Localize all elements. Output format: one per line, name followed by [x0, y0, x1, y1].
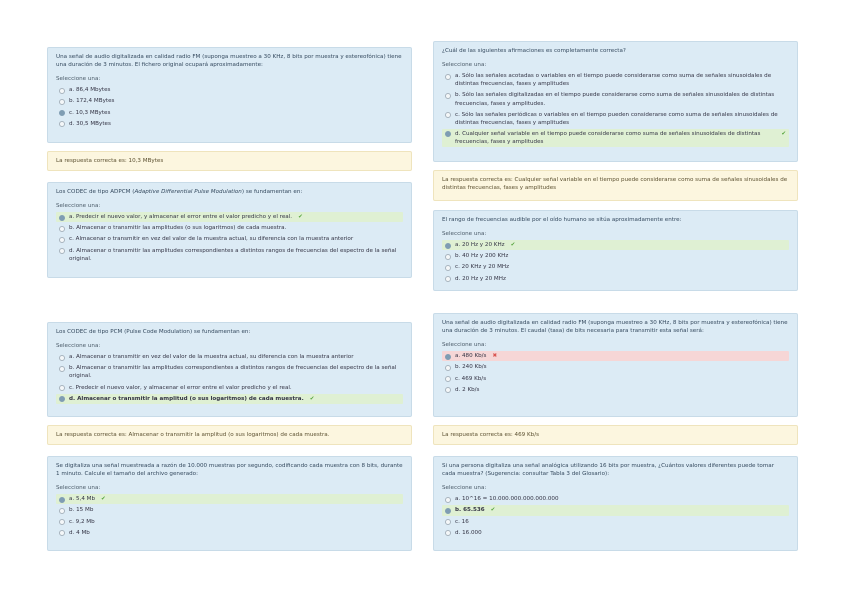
- radio-icon[interactable]: [445, 265, 451, 271]
- radio-icon[interactable]: [445, 519, 451, 525]
- answer-option[interactable]: c. 469 Kb/s: [442, 374, 789, 384]
- radio-icon[interactable]: [445, 93, 451, 99]
- radio-icon[interactable]: [445, 387, 451, 393]
- select-label: Seleccione una:: [442, 62, 487, 69]
- answer-option[interactable]: a. 5,4 Mb ✔: [56, 494, 403, 504]
- radio-icon[interactable]: [445, 131, 451, 137]
- radio-icon[interactable]: [445, 376, 451, 382]
- feedback-text: La respuesta correcta es: 469 Kb/s: [442, 432, 539, 438]
- radio-icon[interactable]: [445, 365, 451, 371]
- answer-option[interactable]: a. Almacenar o transmitir en vez del valor de la muestra actual, su diferencia con la muestra anterior: [56, 352, 403, 362]
- check-icon: ✔: [309, 395, 315, 402]
- radio-icon[interactable]: [59, 519, 65, 525]
- answer-option[interactable]: b. 172,4 MBytes: [56, 96, 403, 106]
- answer-option[interactable]: a. 480 Kb/s ✖: [442, 351, 789, 361]
- answer-option[interactable]: c. Almacenar o transmitir en vez del valor de la muestra actual, su diferencia con la muestra anterior: [56, 234, 403, 244]
- radio-icon[interactable]: [59, 121, 65, 127]
- question-card-6: [433, 210, 798, 291]
- feedback-text: La respuesta correcta es: Cualquier señal variable en el tiempo puede considerarse como suma de señales sinusoidales de distintas frecuencias, fases y amplitudes: [442, 177, 788, 192]
- question-text: Una señal de audio digitalizada en calidad radio FM (suponga muestreo a 30 KHz, 8 bits por muestra y estereofónica) tiene una duración de 3 minutos. El caudal (tasa) de bits necesaria para transmitir esta señal será:: [442, 320, 788, 335]
- question-card-7: [433, 313, 798, 417]
- select-label: Seleccione una:: [56, 76, 101, 83]
- answer-option[interactable]: a. 86,4 Mbytes: [56, 85, 403, 95]
- answer-option[interactable]: a. 10^16 = 10.000.000.000.000.000: [442, 494, 789, 504]
- radio-icon[interactable]: [59, 396, 65, 402]
- answer-option[interactable]: d. 2 Kb/s: [442, 385, 789, 395]
- question-card-5: [433, 41, 798, 162]
- check-icon: ✔: [490, 507, 496, 514]
- cross-icon: ✖: [492, 353, 498, 360]
- radio-icon[interactable]: [445, 254, 451, 260]
- answer-option[interactable]: d. Almacenar o transmitir la amplitud (o sus logaritmos) de cada muestra. ✔: [56, 394, 403, 404]
- answer-option[interactable]: c. 10,3 MBytes: [56, 108, 403, 118]
- answer-option[interactable]: c. 9,2 Mb: [56, 517, 403, 527]
- answer-option[interactable]: c. Sólo las señales periódicas o variables en el tiempo pueden considerarse como suma de señales sinusoidales de distintas frecuencias, fases y amplitudes: [442, 110, 789, 128]
- radio-icon[interactable]: [59, 385, 65, 391]
- answer-option[interactable]: d. 16.000: [442, 528, 789, 538]
- select-label: Seleccione una:: [56, 343, 101, 350]
- answer-option[interactable]: b. 40 Hz y 200 KHz: [442, 251, 789, 261]
- radio-icon[interactable]: [59, 110, 65, 116]
- radio-icon[interactable]: [59, 530, 65, 536]
- answer-option[interactable]: c. 16: [442, 517, 789, 527]
- select-label: Seleccione una:: [442, 231, 487, 238]
- answer-option[interactable]: d. Almacenar o transmitir las amplitudes correspondientes a distintos rangos de frecuencias del espectro de la señal original.: [56, 246, 403, 264]
- answer-option[interactable]: b. 65.536 ✔: [442, 505, 789, 515]
- answer-option[interactable]: d. 4 Mb: [56, 528, 403, 538]
- answer-option[interactable]: a. Predecir el nuevo valor, y almacenar el error entre el valor predicho y el real. ✔: [56, 212, 403, 222]
- radio-icon[interactable]: [59, 508, 65, 514]
- answer-option[interactable]: b. 15 Mb: [56, 505, 403, 515]
- select-label: Seleccione una:: [56, 485, 101, 492]
- radio-icon[interactable]: [59, 226, 65, 232]
- question-card-8: [433, 456, 798, 551]
- radio-icon[interactable]: [59, 99, 65, 105]
- radio-icon[interactable]: [445, 497, 451, 503]
- answer-option[interactable]: c. Predecir el nuevo valor, y almacenar el error entre el valor predicho y el real.: [56, 383, 403, 393]
- answer-option[interactable]: b. Almacenar o transmitir las amplitudes correspondientes a distintos rangos de frecuencias del espectro de la señal original.: [56, 363, 403, 381]
- radio-icon[interactable]: [59, 366, 65, 372]
- check-icon: ✔: [781, 130, 786, 137]
- radio-icon[interactable]: [59, 237, 65, 243]
- radio-icon[interactable]: [59, 88, 65, 94]
- answer-option[interactable]: b. 240 Kb/s: [442, 362, 789, 372]
- radio-icon[interactable]: [59, 497, 65, 503]
- radio-icon[interactable]: [445, 243, 451, 249]
- question-text: Una señal de audio digitalizada en calidad radio FM (suponga muestreo a 30 KHz, 8 bits por muestra y estereofónica) tiene una duración de 3 minutos. El fichero original ocupará aproximadamente:: [56, 54, 402, 69]
- select-label: Seleccione una:: [56, 203, 101, 210]
- question-card-1: [47, 47, 412, 143]
- radio-icon[interactable]: [59, 215, 65, 221]
- feedback-text: La respuesta correcta es: Almacenar o transmitir la amplitud (o sus logaritmos) de cada muestra.: [56, 432, 330, 438]
- question-text: Si una persona digitaliza una señal analógica utilizando 16 bits por muestra, ¿Cuántos valores diferentes puede tomar cada muestra? (Sugerencia: consultar Tabla 3 del Glosario):: [442, 463, 775, 478]
- radio-icon[interactable]: [445, 530, 451, 536]
- question-text: ¿Cuál de las siguientes afirmaciones es completamente correcta?: [442, 48, 626, 54]
- question-text: El rango de frecuencias audible por el oído humano se sitúa aproximadamente entre:: [442, 217, 682, 223]
- question-card-4: [47, 456, 412, 551]
- answer-option[interactable]: d. 30,5 MBytes: [56, 119, 403, 129]
- select-label: Seleccione una:: [442, 342, 487, 349]
- select-label: Seleccione una:: [442, 485, 487, 492]
- radio-icon[interactable]: [59, 355, 65, 361]
- radio-icon[interactable]: [445, 112, 451, 118]
- feedback-box-3: [47, 425, 412, 445]
- answer-option[interactable]: a. 20 Hz y 20 KHz ✔: [442, 240, 789, 250]
- check-icon: ✔: [298, 214, 303, 221]
- radio-icon[interactable]: [445, 74, 451, 80]
- check-icon: ✔: [510, 242, 516, 249]
- radio-icon[interactable]: [445, 354, 451, 360]
- radio-icon[interactable]: [59, 248, 65, 254]
- check-icon: ✔: [101, 496, 106, 503]
- question-card-3: [47, 322, 412, 417]
- question-card-2: [47, 182, 412, 278]
- answer-option[interactable]: a. Sólo las señales acotadas o variables en el tiempo puede considerarse como suma de señales sinusoidales de distintas frecuencias, fases y amplitudes: [442, 71, 789, 89]
- feedback-box-5: [433, 170, 798, 201]
- radio-icon[interactable]: [445, 508, 451, 514]
- answer-option[interactable]: d. 20 Hz y 20 MHz: [442, 274, 789, 284]
- feedback-box-7: [433, 425, 798, 445]
- radio-icon[interactable]: [445, 276, 451, 282]
- question-text: Los CODEC de tipo PCM (Pulse Code Modulation) se fundamentan en:: [56, 329, 251, 335]
- answer-option[interactable]: b. Almacenar o transmitir las amplitudes (o sus logaritmos) de cada muestra.: [56, 223, 403, 233]
- question-text: Se digitaliza una señal muestreada a razón de 10.000 muestras por segundo, codificando cada muestra con 8 bits, durante 1 minuto. Calcule el tamaño del archivo generado:: [56, 463, 403, 478]
- answer-option[interactable]: c. 20 KHz y 20 MHz: [442, 262, 789, 272]
- feedback-box-1: [47, 151, 412, 171]
- question-text: Los CODEC de tipo ADPCM (Adaptive Differential Pulse Modulation) se fundamentan en:: [56, 189, 303, 195]
- feedback-text: La respuesta correcta es: 10,3 MBytes: [56, 158, 164, 164]
- answer-option[interactable]: b. Sólo las señales digitalizadas en el tiempo puede considerarse como suma de señales sinusoidales de distintas frecuencias, fases y amplitudes.: [442, 90, 789, 108]
- answer-option[interactable]: d. Cualquier señal variable en el tiempo puede considerarse como suma de señales sinusoidales de distintas frecuencias, fases y amplitudes ✔: [442, 129, 789, 147]
